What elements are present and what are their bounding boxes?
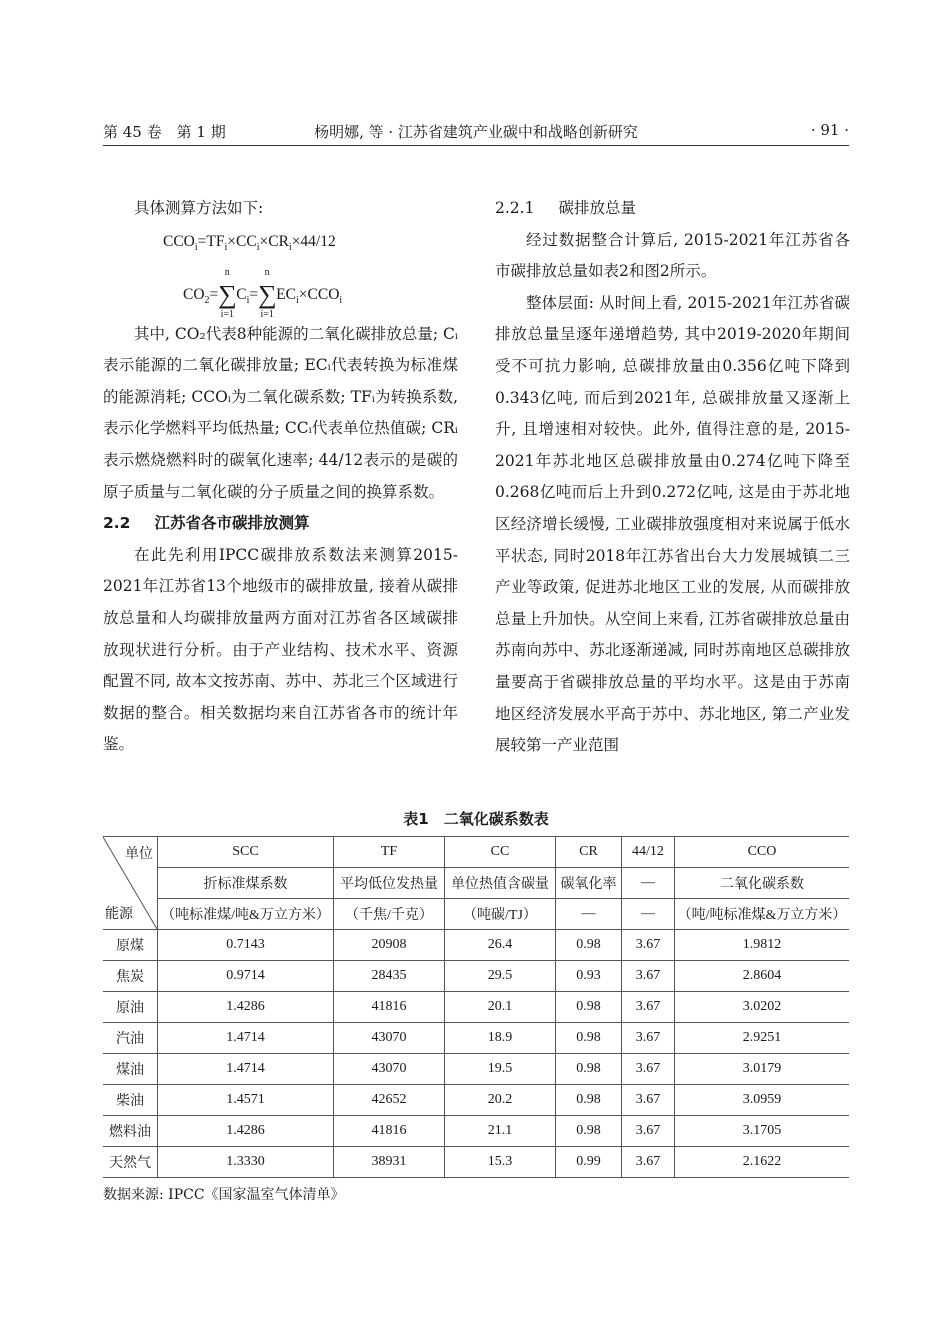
value-cell: 0.98 [556, 1023, 622, 1054]
value-cell: 1.4714 [158, 1023, 334, 1054]
table-body [103, 930, 849, 1178]
value-cell: 18.9 [445, 1023, 556, 1054]
value-cell: 0.7143 [158, 930, 334, 961]
unit-cell: — [556, 899, 622, 930]
table-row [103, 1147, 849, 1178]
value-cell: 28435 [334, 961, 445, 992]
table-row [103, 930, 849, 961]
value-cell: 0.93 [556, 961, 622, 992]
value-cell: 3.67 [622, 1023, 675, 1054]
header-cell: CCO [675, 837, 850, 868]
value-cell: 20908 [334, 930, 445, 961]
header-cell: CC [445, 837, 556, 868]
value-cell: 20.2 [445, 1085, 556, 1116]
table-row [103, 1054, 849, 1085]
value-cell: 2.1622 [675, 1147, 850, 1178]
value-cell: 42652 [334, 1085, 445, 1116]
table-unit-row [103, 899, 849, 930]
formula-cco: $CCO_i=TF_i\times CC_i\times CR_i\times 44/12$ [163, 232, 336, 253]
method-intro: 具体测算方法如下: [134, 199, 264, 217]
energy-name-cell: 原油 [103, 992, 158, 1023]
value-cell: 1.4714 [158, 1054, 334, 1085]
variable-explanation: 其中, CO₂代表8种能源的二氧化碳排放总量; Cᵢ表示能源的二氧化碳排放量; ECᵢ代表转换为标准煤的能源消耗; CCOᵢ为二氧化碳系数; TFᵢ为转换系数, 表示化学燃料平均低热量; CCᵢ代表单位热值碳; CRᵢ表示燃烧燃料时的碳氧化速率; 44/12表示的是碳的原子质量与二氧化碳的分子质量之间的换算系数。 [103, 324, 458, 501]
value-cell: 19.5 [445, 1054, 556, 1085]
subheader-cell: 平均低位发热量 [334, 868, 445, 899]
sigma-icon: n ∑ i=1 [258, 267, 277, 321]
value-cell: 1.4286 [158, 992, 334, 1023]
energy-name-cell: 天然气 [103, 1147, 158, 1178]
value-cell: 0.98 [556, 1116, 622, 1147]
value-cell: 41816 [334, 992, 445, 1023]
sigma-icon: n ∑ i=1 [218, 267, 237, 321]
value-cell: 2.8604 [675, 961, 850, 992]
value-cell: 3.67 [622, 930, 675, 961]
value-cell: 43070 [334, 1023, 445, 1054]
value-cell: 0.98 [556, 1085, 622, 1116]
energy-name-cell: 原煤 [103, 930, 158, 961]
unit-cell: — [622, 899, 675, 930]
subheader-cell: 折标准煤系数 [158, 868, 334, 899]
paragraph-1: 经过数据整合计算后, 2015-2021年江苏省各市碳排放总量如表2和图2所示。 [495, 230, 850, 281]
value-cell: 3.0179 [675, 1054, 850, 1085]
table-corner-cell: 单位 能源 [103, 837, 158, 930]
running-header [103, 119, 849, 146]
left-column [103, 193, 458, 761]
value-cell: 3.0959 [675, 1085, 850, 1116]
unit-cell: （吨碳/TJ） [445, 899, 556, 930]
section-paragraph: 在此先利用IPCC碳排放系数法来测算2015-2021年江苏省13个地级市的碳排放量, 接着从碳排放总量和人均碳排放量两方面对江苏省各区域碳排放现状进行分析。由于产业结构、技术水平、资源配置不同, 故本文按苏南、苏中、苏北三个区域进行数据的整合。相关数据均来自江苏省各市的统计年鉴。 [103, 545, 458, 754]
value-cell: 29.5 [445, 961, 556, 992]
value-cell: 21.1 [445, 1116, 556, 1147]
value-cell: 0.98 [556, 1054, 622, 1085]
subsection-heading: 2.2.1 碳排放总量 [495, 199, 636, 217]
value-cell: 3.67 [622, 1054, 675, 1085]
header-cell: 44/12 [622, 837, 675, 868]
volume-issue: 第 45 卷 第 1 期 [103, 123, 226, 141]
unit-cell: （吨标准煤/吨&万立方米） [158, 899, 334, 930]
value-cell: 1.4286 [158, 1116, 334, 1147]
table-row [103, 992, 849, 1023]
value-cell: 0.9714 [158, 961, 334, 992]
table-caption: 表1 二氧化碳系数表 [403, 810, 549, 828]
table-source-note: 数据来源: IPCC《国家温室气体清单》 [103, 1187, 345, 1203]
value-cell: 41816 [334, 1116, 445, 1147]
subheader-cell: 二氧化碳系数 [675, 868, 850, 899]
page-number: · 91 · [810, 121, 849, 139]
value-cell: 1.4571 [158, 1085, 334, 1116]
section-heading: 2.2 江苏省各市碳排放测算 [103, 514, 310, 533]
table-row [103, 1085, 849, 1116]
paragraph-2: 整体层面: 从时间上看, 2015-2021年江苏省碳排放总量呈逐年递增趋势, 其中2019-2020年期间受不可抗力影响, 总碳排放量由0.356亿吨下降到0.343亿吨, 而后到2021年, 总碳排放量又逐渐上升, 且增速相对较快。此外, 值得注意的是, 2015-2021年苏北地区总碳排放量由0.274亿吨下降至0.268亿吨而后上升到0.272亿吨, 这是由于苏北地区经济增长缓慢, 工业碳排放强度相对来说属于低水平状态, 同时2018年江苏省出台大力发展城镇二三产业等政策, 促进苏北地区工业的发展, 从而碳排放总量上升加快。从空间上来看, 江苏省碳排放总量由苏南向苏中、苏北逐渐递减, 同时苏南地区总碳排放量要高于省碳排放总量的平均水平。这是由于苏南地区经济发展水平高于苏中、苏北地区, 第二产业发展较第一产业范围 [495, 293, 850, 755]
value-cell: 2.9251 [675, 1023, 850, 1054]
value-cell: 3.67 [622, 1116, 675, 1147]
energy-name-cell: 焦炭 [103, 961, 158, 992]
value-cell: 15.3 [445, 1147, 556, 1178]
value-cell: 3.67 [622, 1085, 675, 1116]
running-title: 杨明娜, 等 · 江苏省建筑产业碳中和战略创新研究 [314, 123, 638, 141]
energy-name-cell: 煤油 [103, 1054, 158, 1085]
table-subheader-row [103, 868, 849, 899]
formula-co2-sum: $CO_2=$ n ∑ i=1 $C_i=$ n ∑ i=1 $EC_i\times CCO_i$ [183, 267, 343, 321]
header-cell: CR [556, 837, 622, 868]
header-cell: TF [334, 837, 445, 868]
value-cell: 38931 [334, 1147, 445, 1178]
co2-coefficient-table [103, 836, 849, 1178]
table-row [103, 1023, 849, 1054]
value-cell: 0.98 [556, 930, 622, 961]
value-cell: 0.98 [556, 992, 622, 1023]
value-cell: 1.3330 [158, 1147, 334, 1178]
value-cell: 0.99 [556, 1147, 622, 1178]
energy-name-cell: 柴油 [103, 1085, 158, 1116]
value-cell: 3.67 [622, 961, 675, 992]
table-row [103, 961, 849, 992]
value-cell: 3.67 [622, 992, 675, 1023]
right-column [495, 193, 850, 762]
table-header-row [103, 837, 849, 868]
value-cell: 3.1705 [675, 1116, 850, 1147]
energy-name-cell: 汽油 [103, 1023, 158, 1054]
value-cell: 20.1 [445, 992, 556, 1023]
value-cell: 43070 [334, 1054, 445, 1085]
energy-name-cell: 燃料油 [103, 1116, 158, 1147]
unit-cell: （吨/吨标准煤&万立方米） [675, 899, 850, 930]
subheader-cell: 碳氧化率 [556, 868, 622, 899]
value-cell: 1.9812 [675, 930, 850, 961]
header-cell: SCC [158, 837, 334, 868]
value-cell: 3.0202 [675, 992, 850, 1023]
value-cell: 26.4 [445, 930, 556, 961]
unit-cell: （千焦/千克） [334, 899, 445, 930]
table-row [103, 1116, 849, 1147]
subheader-cell: — [622, 868, 675, 899]
subheader-cell: 单位热值含碳量 [445, 868, 556, 899]
value-cell: 3.67 [622, 1147, 675, 1178]
